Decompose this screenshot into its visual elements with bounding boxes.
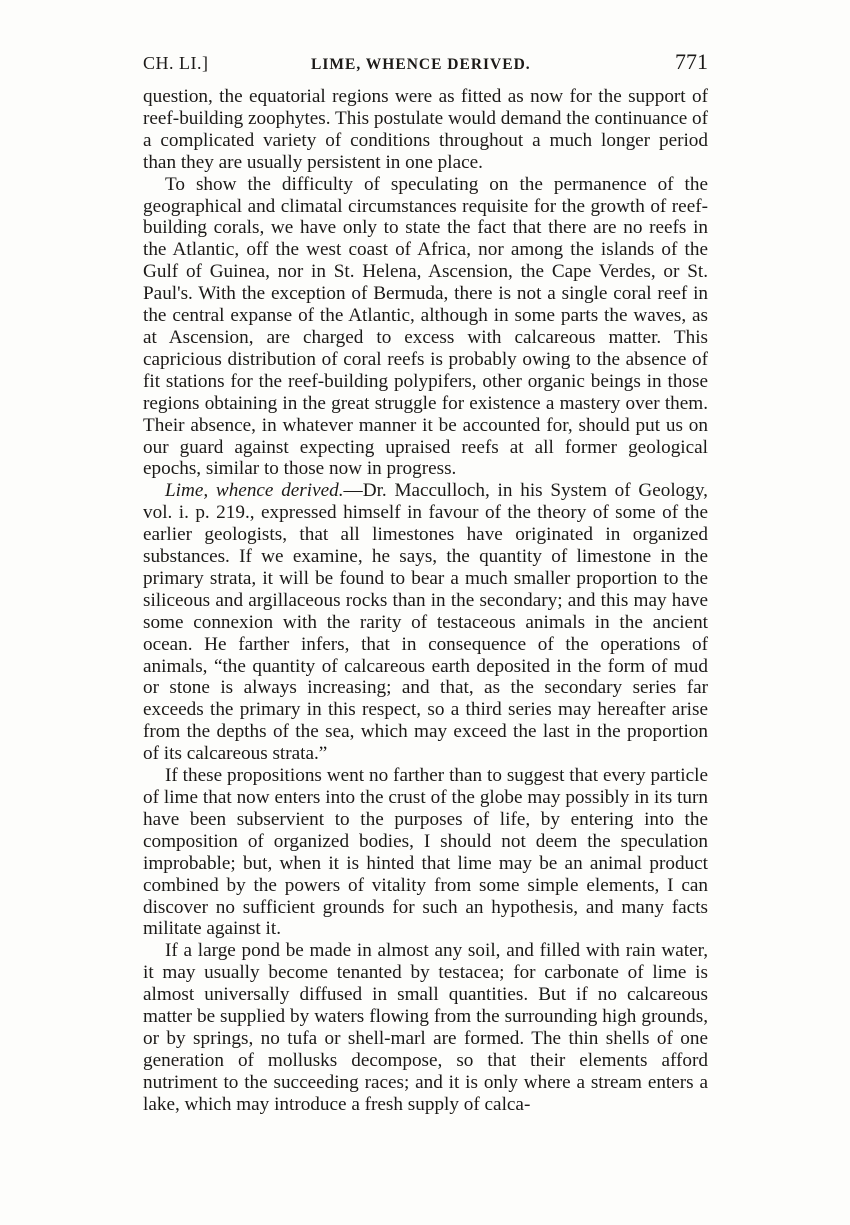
paragraph-text: question, the equatorial regions were as fitted as now for the support of reef-building zoophytes. This postulate would demand the continuance of a complicated variety of conditions throughout a much longer period than they are usually persistent in one place. [143,86,709,173]
paragraph-3 [143,480,708,765]
running-header [143,49,708,83]
paragraph-4 [143,765,708,940]
body-text [143,86,708,1116]
paragraph-text: To show the difficulty of speculating on the permanence of the geographical and climatal circumstances requisite for the growth of reef-building corals, we have only to state the fact that there are no reefs in the Atlantic, off the west coast of Africa, nor among the islands of the Gulf of Guinea, nor in St. Helena, Ascension, the Cape Verdes, or St. Paul's. With the exception of Bermuda, there is not a single coral reef in the central expanse of the Atlantic, although in some parts the waves, as at Ascension, are charged to excess with calcareous matter. This capricious distribution of coral reefs is probably owing to the absence of fit stations for the reef-building polypifers, other organic beings in those regions obtaining in the great struggle for existence a mastery over them. Their absence, in whatever manner it be accounted for, should put us on our guard against expecting upraised reefs at all former geological epochs, similar to those now in progress. [143,173,708,480]
paragraph-text: If a large pond be made in almost any soil, and filled with rain water, it may usually become tenanted by testacea; for carbonate of lime is almost universally diffused in small quantities. But if no calcareous matter be supplied by waters flowing from the surrounding high grounds, or by springs, no tufa or shell-marl are formed. The thin shells of one generation of mollusks decompose, so that their elements afford nutriment to the succeeding races; and it is only where a stream enters a lake, which may introduce a fresh supply of calca- [143,940,708,1115]
paragraph-1 [143,86,708,174]
paragraph-2 [143,174,708,481]
running-title: LIME, WHENCE DERIVED. [311,56,531,73]
page-number: 771 [675,49,708,74]
paragraph-text: —Dr. Macculloch, in his System of Geology, vol. i. p. 219., expressed himself in favour of the theory of some of the earlier geologists, that all limestones have originated in organized substances. If we examine, he says, the quantity of limestone in the primary strata, it will be found to bear a much smaller proportion to the siliceous and argillaceous rocks than in the secondary; and this may have some connexion with the rarity of testaceous animals in the ancient ocean. He farther infers, that in consequence of the operations of animals, “the quantity of calcareous earth deposited in the form of mud or stone is always increasing; and that, as the secondary series far exceeds the primary in this respect, so a third series may hereafter arise from the depths of the sea, which may exceed the last in the proportion of its calcareous strata.” [143,480,708,765]
paragraph-text: If these propositions went no farther than to suggest that every particle of lime that now enters into the crust of the globe may possibly in its turn have been subservient to the purposes of life, by entering into the composition of organized bodies, I should not deem the speculation improbable; but, when it is hinted that lime may be an animal product combined by the powers of vitality from some simple elements, I can discover no sufficient grounds for such an hypothesis, and many facts militate against it. [143,765,708,940]
paragraph-5 [143,940,708,1115]
chapter-label: CH. LI.] [143,53,209,73]
section-lead-italic: Lime, whence derived. [165,480,344,502]
